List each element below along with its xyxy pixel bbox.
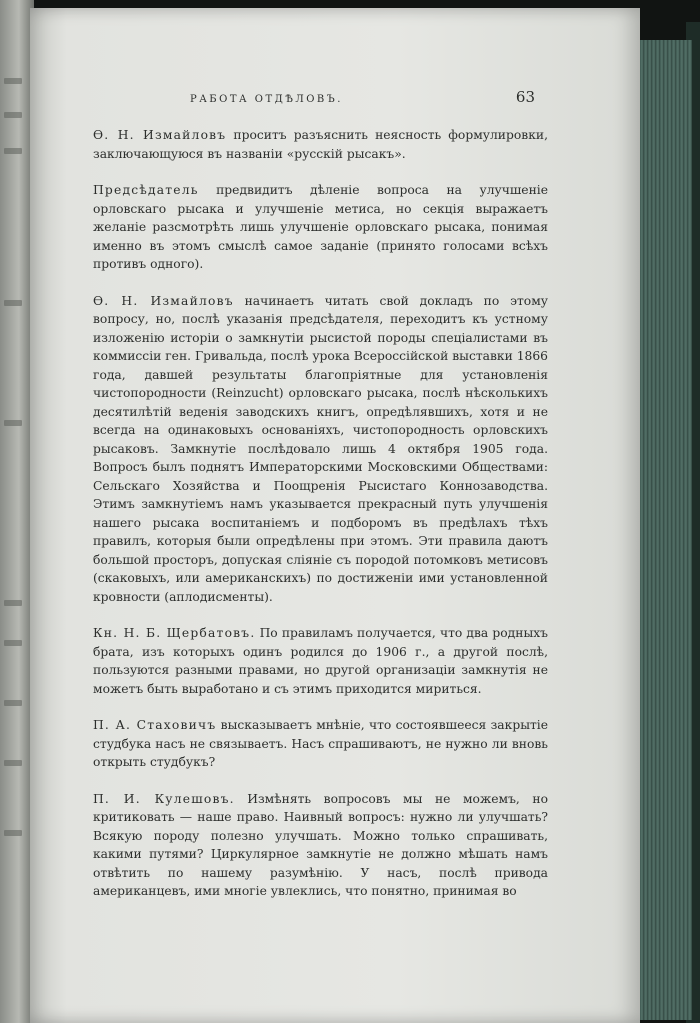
speaker-name: Ѳ. Н. Измайловъ (93, 128, 227, 142)
page-body (93, 126, 548, 919)
paragraph-text: высказываетъ мнѣніе, что состоявшееся закрытіе студбука насъ не связываетъ. Насъ спрашиваютъ, не нужно ли вновь открыть студбукъ? (93, 718, 548, 769)
paragraph-text: По правиламъ получается, что два родныхъ брата, изъ которыхъ одинъ родился до 1906 г., а другой послѣ, пользуются разными правами, но другой организаціи замкнутія не можетъ быть выработано и съ этимъ приходится мириться. (93, 626, 548, 696)
speaker-name: Предсѣдатель (93, 183, 199, 197)
paragraph (93, 790, 548, 901)
paragraph-text: проситъ разъяснить неясность формулировки, заключающуюся въ названіи «русскій рысакъ». (93, 128, 548, 161)
paragraph-text: Измѣнять вопросовъ мы не можемъ, но критиковать — наше право. Наивный вопросъ: нужно ли улучшать? Всякую породу полезно улучшать. Можно только спрашивать, какими путями? Циркулярное замкнутіе не должно мѣшать намъ отвѣтить по нашему разумѣнію. У насъ, послѣ привода американцевъ, ими многіе увлеклись, что понятно, принимая во (93, 791, 548, 898)
speaker-name: П. И. Кулешовъ. (93, 791, 235, 806)
paragraph (93, 292, 548, 607)
book-page (30, 8, 640, 1023)
paragraph (93, 181, 548, 274)
page-block-edge (634, 40, 692, 1020)
paragraph (93, 716, 548, 772)
paragraph-text: предвидитъ дѣленіе вопроса на улучшеніе орловскаго рысака и улучшеніе метиса, но секція выражаетъ желаніе разсмотрѣть лишь улучшеніе орловскаго рысака, понимая именно въ этомъ смыслѣ самое заданіе (принято голосами всѣхъ противъ одного). (93, 183, 548, 271)
paragraph (93, 126, 548, 163)
speaker-name: Кн. Н. Б. Щербатовъ. (93, 626, 256, 640)
running-head: РАБОТА ОТДѢЛОВЪ. (190, 94, 343, 105)
page-number: 63 (515, 88, 535, 106)
paragraph-text: начинаетъ читать свой докладъ по этому вопросу, но, послѣ указанія предсѣдателя, переходитъ къ устному изложенію исторіи о замкнутіи рысистой породы спеціалистами въ коммиссіи ген. Гривальда, послѣ урока Всероссійской выставки 1866 года, давшей результаты благопріятные для установленія чистопородности (Reinzucht) орловскаго рысака, послѣ нѣсколькихъ десятилѣтій веденія заводскихъ книгъ, опредѣлявшихъ, хотя и не всегда на одинаковыхъ основаніяхъ, чистопородность орловскихъ рысаковъ. Замкнутіе послѣдовало лишь 4 октября 1905 года. Вопросъ былъ поднятъ Императорскими Московскими Обществами: Сельскаго Хозяйства и Поощренія Рысистаго Коннозаводства. Этимъ замкнутіемъ намъ указывается прекрасный путь улучшенія нашего рысака воспитаніемъ и подборомъ въ предѣлахъ тѣхъ правилъ, которыя были опредѣлены при этомъ. Эти правила даютъ большой просторъ, допуская сліяніе съ породой потомковъ метисовъ (скаковыхъ, или американскихъ) по достиженіи ими установленной кровности (аплодисменты). (93, 293, 548, 604)
speaker-name: П. А. Стаховичъ (93, 718, 217, 732)
paragraph (93, 624, 548, 698)
speaker-name: Ѳ. Н. Измайловъ (93, 293, 234, 308)
page-header (190, 88, 535, 106)
facing-page-edge (0, 0, 34, 1023)
